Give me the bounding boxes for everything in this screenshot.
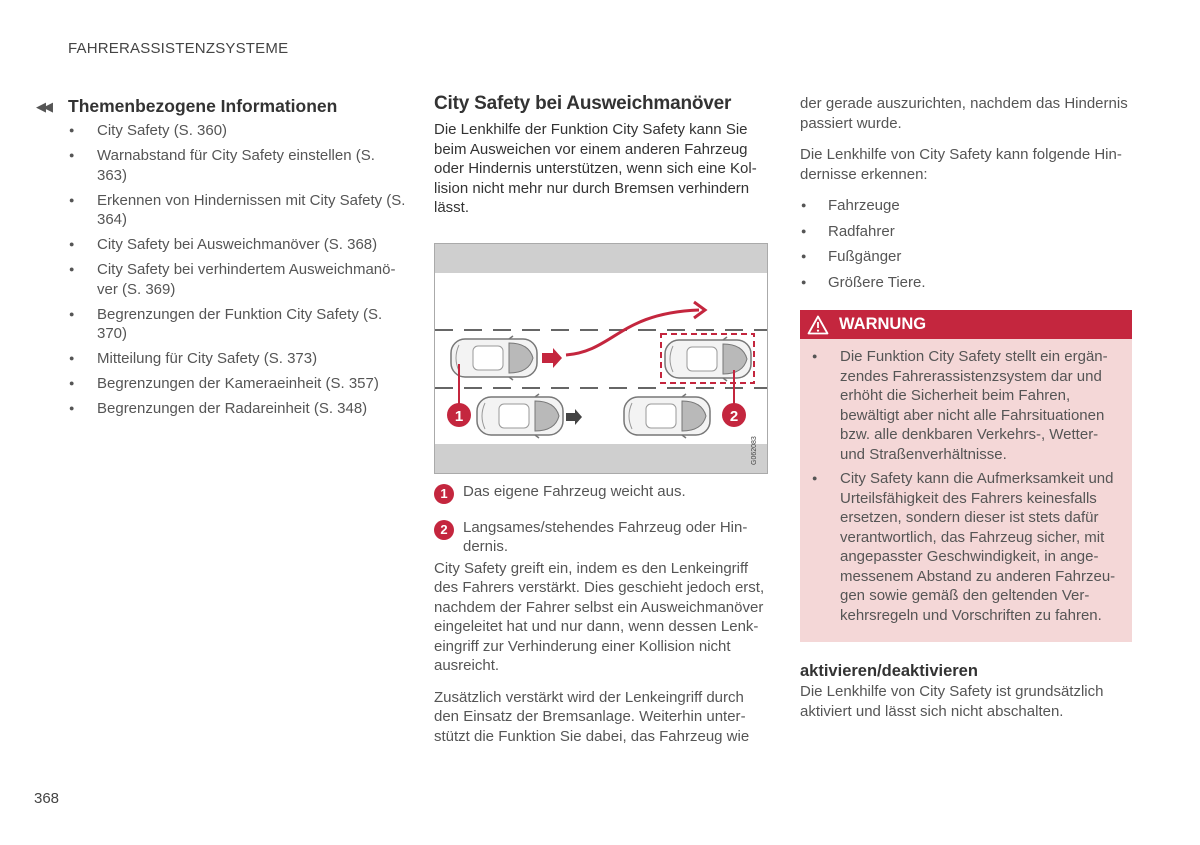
legend-badge-1: 1 xyxy=(434,484,454,504)
callout-label-1: 1 xyxy=(454,407,464,425)
legend-text-1: Das eigene Fahrzeug weicht aus. xyxy=(463,482,686,500)
related-link[interactable]: ● Begrenzungen der Funktion City Safety (S. 370) xyxy=(36,305,406,344)
detect-intro: Die Lenkhilfe von City Safety kann folgende Hindernisse erkennen: xyxy=(800,146,1122,183)
running-header: FAHRERASSISTENZSYSTEME xyxy=(68,40,289,57)
road-shoulder-bottom xyxy=(435,444,767,473)
detect-item: ● Radfahrer xyxy=(800,222,1132,242)
detect-item: ● Größere Tiere. xyxy=(800,273,1132,293)
related-info-heading xyxy=(36,96,406,117)
legend-badge-2: 2 xyxy=(434,520,454,540)
body-paragraph-1: City Safety greift ein, indem es den Lenkeingriff des Fahrers verstärkt. Dies geschieht jedoch erst, nachdem der Fahrer selbst ein Ausweichmanöver eingeleitet hat und nur dann, wenn dessen Lenkeingriff zur Verhinderung einer Kollision nicht ausreicht. xyxy=(434,559,765,674)
body-paragraph-2: Zusätzlich verstärkt wird der Lenkeingriff durch den Einsatz der Bremsanlage. Weiterhin unterstützt die Funktion Sie dabei, das Fahrzeug wie xyxy=(434,688,750,745)
evasive-maneuver-figure xyxy=(434,243,768,474)
warning-item: ● Die Funktion City Safety stellt ein ergänzendes Fahrerassistenzsystem dar und erhöht die Sicherheit beim Fahren, bewältigt aber nicht alle Fahrsituationen bzw. alle denkbaren Verkehrs-, Wetter- und Straßenverhältnisse. xyxy=(800,347,1118,464)
callout-label-2: 2 xyxy=(729,407,739,425)
road-shoulder-top xyxy=(435,244,767,273)
own-car xyxy=(451,336,537,380)
related-link[interactable]: ● Begrenzungen der Radareinheit (S. 348) xyxy=(36,399,406,419)
page-number: 368 xyxy=(34,790,60,807)
related-link[interactable]: ● City Safety bei verhindertem Ausweichmanöver (S. 369) xyxy=(36,260,406,299)
subsection-text: Die Lenkhilfe von City Safety ist grundsätzlich aktiviert und lässt sich nicht abschalten. xyxy=(800,683,1104,720)
legend-item-1 xyxy=(434,482,768,504)
warning-item: ● City Safety kann die Aufmerksamkeit und Urteilsfähigkeit des Fahrers keinesfalls ersetzen, sondern dieser ist stets dafür verantwortlich, das Fahrzeug sicher, mit angepasster Geschwindigkeit, in angemessenem Abstand zu anderen Fahrzeugen sowie gemäß den geltenden Verkehrsregeln und Vorschriften zu fahren. xyxy=(800,469,1118,625)
warning-title: WARNUNG xyxy=(839,315,927,333)
related-links-list xyxy=(36,121,406,419)
legend-item-2 xyxy=(434,518,768,557)
right-column xyxy=(800,96,1132,733)
subsection-title: aktivieren/deaktivieren xyxy=(800,662,978,680)
lane-car-right xyxy=(624,394,710,438)
main-column xyxy=(434,93,768,758)
detect-item: ● Fußgänger xyxy=(800,247,1132,267)
section-title: City Safety bei Ausweichmanöver xyxy=(434,93,732,114)
double-chevron-left-icon: ◀◀ xyxy=(36,98,50,114)
warning-triangle-icon xyxy=(807,315,829,335)
related-info-column xyxy=(36,96,406,424)
related-link[interactable]: ● Mitteilung für City Safety (S. 373) xyxy=(36,349,406,369)
related-link[interactable]: ● Erkennen von Hindernissen mit City Safety (S. 364) xyxy=(36,191,406,230)
detect-item: ● Fahrzeuge xyxy=(800,196,1132,216)
intro-paragraph: Die Lenkhilfe der Funktion City Safety kann Sie beim Ausweichen vor einem anderen Fahrzeug oder Hindernis unterstützen, wenn sich eine Kollision nicht mehr nur durch Bremsen verhindern lässt. xyxy=(434,121,757,216)
figure-code: G062083 xyxy=(751,435,758,465)
related-info-title: Themenbezogene Informationen xyxy=(68,96,338,116)
related-link[interactable]: ● City Safety bei Ausweichmanöver (S. 368) xyxy=(36,235,406,255)
related-link[interactable]: ● Warnabstand für City Safety einstellen (S. 363) xyxy=(36,146,406,185)
legend-text-2: Langsames/stehendes Fahrzeug oder Hindernis. xyxy=(463,518,748,555)
lane-car-left xyxy=(477,394,563,438)
warning-box xyxy=(800,310,1132,642)
detect-list xyxy=(800,196,1132,292)
continued-paragraph: der gerade auszurichten, nachdem das Hindernis passiert wurde. xyxy=(800,95,1128,132)
related-link[interactable]: ● City Safety (S. 360) xyxy=(36,121,406,141)
road-illustration xyxy=(434,243,768,474)
warning-header xyxy=(800,310,1132,339)
related-link[interactable]: ● Begrenzungen der Kameraeinheit (S. 357) xyxy=(36,374,406,394)
obstacle-car xyxy=(665,337,751,381)
warning-body xyxy=(800,339,1132,642)
